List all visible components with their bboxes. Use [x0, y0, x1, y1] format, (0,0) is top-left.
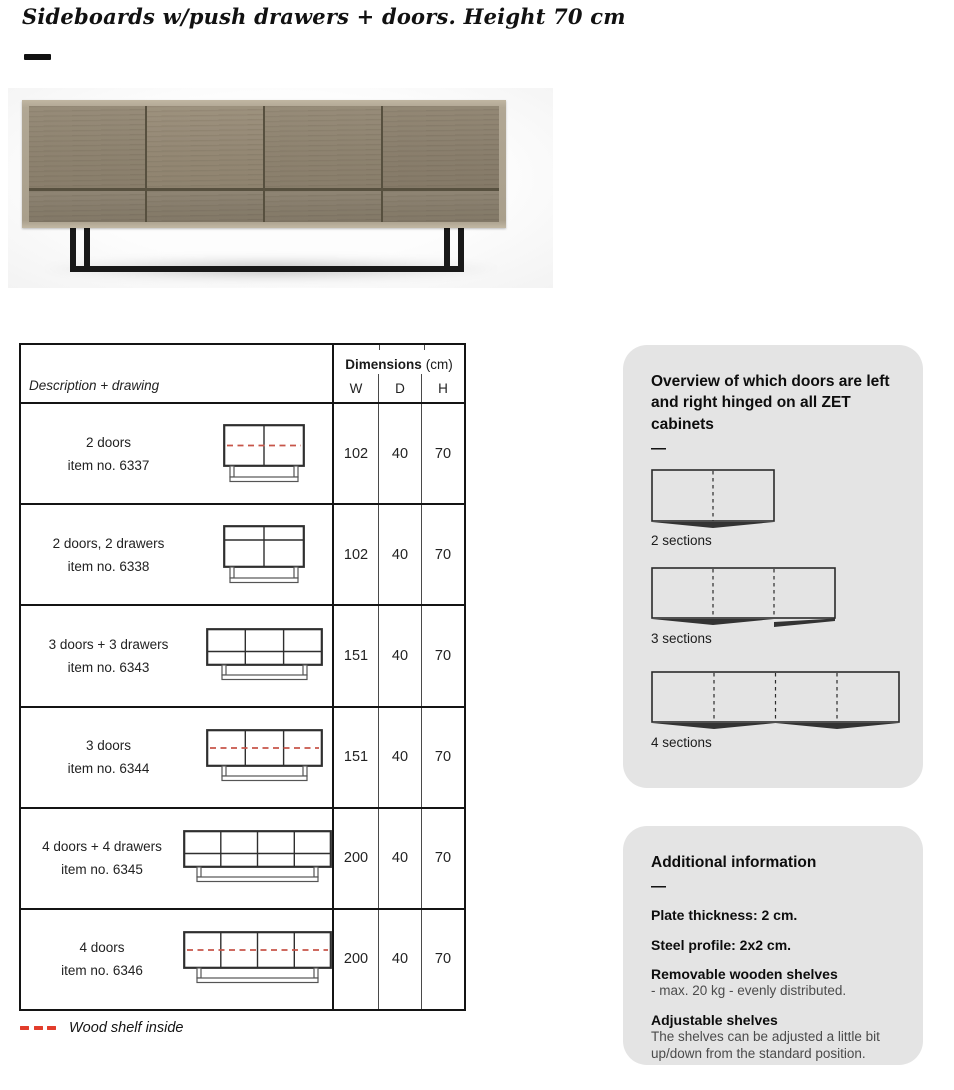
- cabinet-drawing-4-doors-4-drawers: [183, 830, 332, 886]
- description-header: Description + drawing: [21, 345, 334, 402]
- dim-h: 70: [434, 850, 452, 867]
- door-panel: [147, 106, 263, 188]
- spec-table: [19, 343, 466, 1011]
- dim-w: 200: [334, 910, 379, 1009]
- table-row: [21, 807, 464, 908]
- col-header-h: H: [438, 380, 448, 396]
- dim-d: 40: [379, 606, 422, 705]
- dim-h: 70: [434, 749, 452, 766]
- table-row: [21, 706, 464, 807]
- info-item-bold: Steel profile: 2x2 cm.: [651, 936, 792, 953]
- dimensions-label: Dimensions: [345, 357, 422, 372]
- door-panel: [29, 106, 145, 188]
- row-item-no: item no. 6344: [67, 761, 150, 777]
- sideboard-front: [29, 106, 499, 222]
- row-description: 4 doors: [79, 940, 125, 956]
- info-item: [651, 936, 895, 954]
- dim-d: 40: [379, 708, 422, 807]
- figure-label: 2 sections: [651, 533, 712, 549]
- drawer-panel: [383, 191, 499, 222]
- dim-w: 151: [334, 606, 379, 705]
- table-row: [21, 402, 464, 503]
- row-description: 3 doors + 3 drawers: [48, 636, 169, 652]
- row-description: 2 doors, 2 drawers: [52, 535, 165, 551]
- info-title: Additional information: [651, 854, 817, 871]
- panel-dash: —: [651, 878, 666, 896]
- page-title: Sideboards w/push drawers + doors. Height 70 cm: [22, 4, 626, 29]
- row-item-no: item no. 6345: [61, 862, 143, 878]
- info-item-bold: Removable wooden shelves: [651, 965, 838, 982]
- dim-h: 70: [434, 445, 452, 462]
- table-row: [21, 604, 464, 705]
- dim-h: 70: [434, 546, 452, 563]
- legend: [20, 1020, 183, 1036]
- cabinet-leg: [444, 228, 450, 268]
- dim-h: 70: [434, 647, 452, 664]
- info-item: [651, 1011, 895, 1063]
- cabinet-drawing-2-doors: [196, 424, 332, 484]
- product-photo: [8, 88, 553, 288]
- info-item-bold: Plate thickness: 2 cm.: [651, 907, 798, 924]
- dimensions-unit: (cm): [425, 357, 453, 372]
- cabinet-leg: [84, 228, 90, 268]
- info-item-bold: Adjustable shelves: [651, 1011, 778, 1028]
- info-item: [651, 965, 895, 1000]
- sideboard-image: [22, 100, 506, 228]
- dimensions-title: [334, 345, 464, 374]
- table-row: [21, 908, 464, 1009]
- row-description: 4 doors + 4 drawers: [42, 839, 162, 855]
- row-item-no: item no. 6338: [67, 558, 150, 574]
- wood-shelf-dash-icon: [20, 1026, 56, 1030]
- dim-d: 40: [379, 505, 422, 604]
- row-item-no: item no. 6343: [67, 659, 150, 675]
- table-row: [21, 503, 464, 604]
- door-panel: [265, 106, 381, 188]
- cabinet-drawing-4-doors: [183, 931, 332, 987]
- drawer-panel: [29, 191, 145, 222]
- info-item-text: - max. 20 kg - evenly distributed.: [651, 982, 847, 998]
- row-description: 2 doors: [85, 434, 132, 450]
- info-item-text: The shelves can be adjusted a little bit up/down from the standard position.: [651, 1029, 880, 1061]
- legend-text: Wood shelf inside: [69, 1020, 184, 1036]
- title-dash: [24, 54, 51, 60]
- col-header-w: W: [334, 374, 379, 402]
- drawer-panel: [147, 191, 263, 222]
- dimensions-header: [334, 345, 464, 402]
- cabinet-leg-runner: [70, 266, 464, 272]
- row-item-no: item no. 6346: [61, 963, 143, 979]
- dim-d: 40: [379, 809, 422, 908]
- figure-label: 3 sections: [651, 631, 712, 647]
- figure-label: 4 sections: [651, 735, 712, 751]
- panel-dash: —: [651, 440, 666, 458]
- dim-d: 40: [379, 910, 422, 1009]
- dim-h: 70: [434, 951, 452, 968]
- info-item: [651, 906, 895, 924]
- door-panel: [383, 106, 499, 188]
- drawer-panel: [265, 191, 381, 222]
- row-item-no: item no. 6337: [67, 457, 150, 473]
- hinge-overview-panel: [623, 345, 923, 788]
- cabinet-drawing-3-doors-3-drawers: [196, 628, 332, 684]
- hinge-diagram-2-sections: [651, 469, 895, 531]
- cabinet-drawing-2-doors-2-drawers: [196, 525, 332, 585]
- dim-w: 200: [334, 809, 379, 908]
- dim-w: 151: [334, 708, 379, 807]
- cabinet-drawing-3-doors: [196, 729, 332, 785]
- additional-info-panel: [623, 826, 923, 1065]
- overview-title: Overview of which doors are left and right hinged on all ZET cabinets: [651, 373, 890, 433]
- hinge-diagram-3-sections: [651, 567, 895, 629]
- dim-w: 102: [334, 505, 379, 604]
- dim-w: 102: [334, 404, 379, 503]
- hinge-diagram-4-sections: [651, 671, 895, 733]
- dim-d: 40: [379, 404, 422, 503]
- table-header: [21, 345, 464, 402]
- col-header-d: D: [379, 374, 422, 402]
- row-description: 3 doors: [85, 738, 132, 754]
